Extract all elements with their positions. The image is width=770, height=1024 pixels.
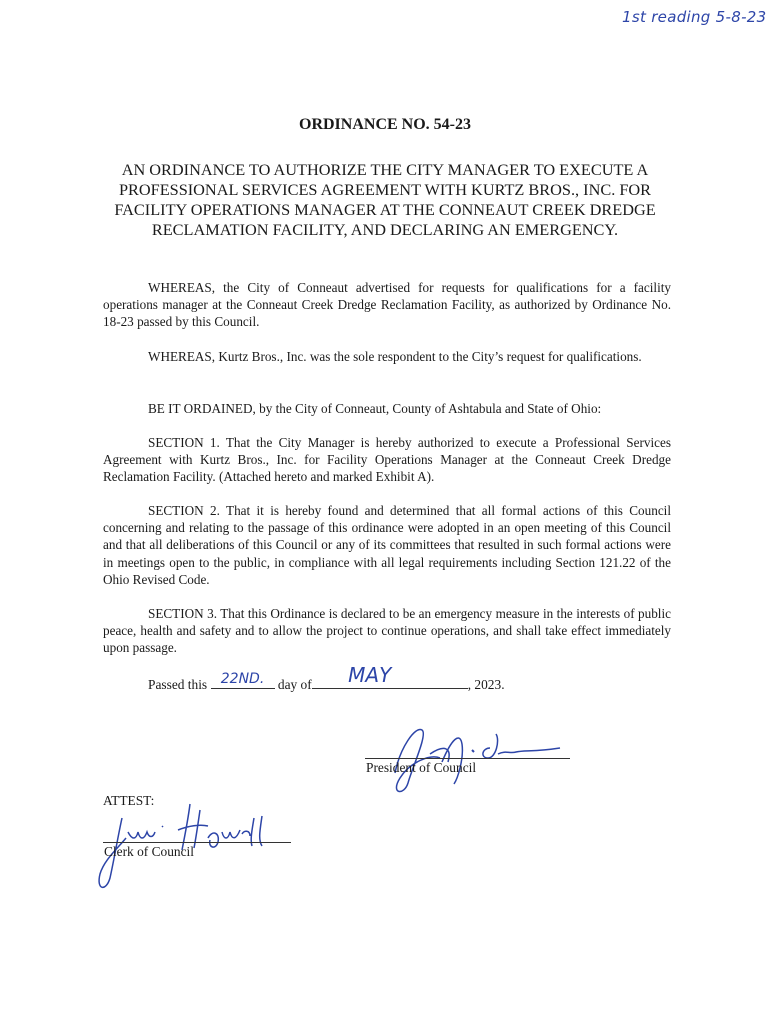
section-1-paragraph: SECTION 1. That the City Manager is hereby authorized to execute a Professional Services Agreement with Kurtz Bros., Inc. for Facility Operations Manager at the Conneaut Creek Dredge Reclamation Facility. (Attached hereto and marked Exhibit A). bbox=[103, 435, 671, 485]
clerk-signature-line bbox=[103, 842, 291, 843]
passage-prefix: Passed this bbox=[148, 677, 208, 692]
president-signature-line bbox=[365, 758, 570, 759]
president-label: President of Council bbox=[366, 760, 477, 775]
passage-day-of: day of bbox=[277, 677, 312, 692]
attest-label: ATTEST: bbox=[103, 793, 155, 808]
day-blank bbox=[211, 671, 275, 689]
passage-year: , 2023. bbox=[467, 677, 505, 692]
section-3-paragraph: SECTION 3. That this Ordinance is declared to be an emergency measure in the interests of public peace, health and safety and to allow the project to continue operations, and shall take effect immediately upon passage. bbox=[103, 606, 671, 656]
handwritten-day: 22ND. bbox=[220, 671, 265, 687]
clerk-label: Clerk of Council bbox=[104, 844, 195, 859]
month-blank bbox=[312, 663, 468, 689]
handwritten-month: MAY bbox=[348, 663, 392, 687]
ordinance-title: ORDINANCE NO. 54-23 bbox=[299, 116, 471, 133]
passage-line bbox=[148, 663, 505, 693]
ordinance-subtitle: AN ORDINANCE TO AUTHORIZE THE CITY MANAGER TO EXECUTE A PROFESSIONAL SERVICES AGREEMENT WITH KURTZ BROS., INC. FOR FACILITY OPERATIONS MANAGER AT THE CONNEAUT CREEK DREDGE RECLAMATION FACILITY, AND DECLARING AN EMERGENCY. bbox=[114, 160, 656, 239]
handwritten-reading-note: 1st reading 5-8-23 bbox=[622, 8, 767, 26]
ordained-paragraph: BE IT ORDAINED, by the City of Conneaut, County of Ashtabula and State of Ohio: bbox=[148, 401, 602, 416]
whereas-paragraph-2: WHEREAS, Kurtz Bros., Inc. was the sole respondent to the City’s request for qualifications. bbox=[148, 349, 642, 364]
whereas-paragraph-1: WHEREAS, the City of Conneaut advertised for requests for qualifications for a facility operations manager at the Conneaut Creek Dredge Reclamation Facility, as authorized by Ordinance No. 18-23 passed by this Council. bbox=[103, 280, 671, 330]
section-2-paragraph: SECTION 2. That it is hereby found and determined that all formal actions of this Council concerning and relating to the passage of this ordinance were adopted in an open meeting of this Council and that all deliberations of this Council or any of its committees that resulted in such formal actions were in meetings open to the public, in compliance with all legal requirements including Section 121.22 of the Ohio Revised Code. bbox=[103, 503, 671, 587]
